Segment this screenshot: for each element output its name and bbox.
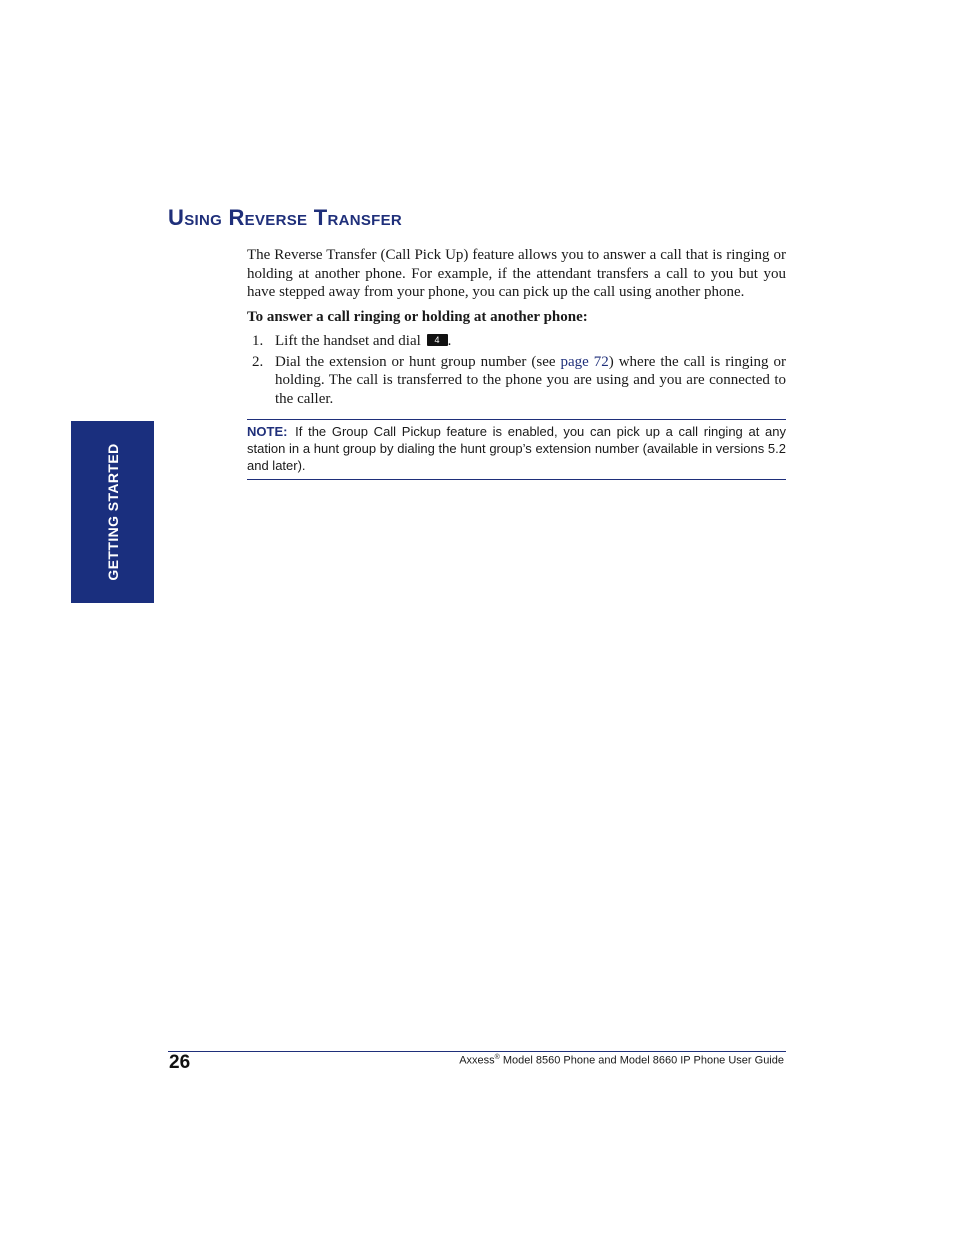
guide-title xyxy=(459,1054,784,1067)
chapter-side-tab xyxy=(71,421,154,603)
step-text-end: ) where the call is ringing or holding. The call is transferred to the phone you are using and you are connected to the caller. xyxy=(275,353,786,407)
main-content xyxy=(247,246,786,480)
step-item xyxy=(247,332,786,351)
chapter-tab-label: GETTING STARTED xyxy=(104,443,121,581)
registered-mark: ® xyxy=(494,1054,500,1061)
step-text: Lift the handset and dial xyxy=(275,332,421,349)
step-number: 2. xyxy=(252,353,264,370)
step-item xyxy=(247,353,786,409)
page-number: 26 xyxy=(169,1052,191,1073)
brand-name: Axxess xyxy=(459,1054,495,1067)
guide-title-text: Model 8560 Phone and Model 8660 IP Phone User Guide xyxy=(499,1054,784,1067)
dial-key-4: 4 xyxy=(427,334,448,346)
note-label: NOTE: xyxy=(247,423,288,439)
step-number: 1. xyxy=(252,332,264,349)
intro-paragraph: The Reverse Transfer (Call Pick Up) feature allows you to answer a call that is ringing or holding at another phone. For example, if the attendant transfers a call to you but you have stepped away from your phone, you can pick up the call using another phone. xyxy=(247,247,786,301)
footer-rule xyxy=(168,1051,786,1052)
note-box xyxy=(247,419,786,480)
procedure-heading: To answer a call ringing or holding at another phone: xyxy=(247,309,588,326)
step-text: Dial the extension or hunt group number (see xyxy=(275,353,561,370)
page-reference-link[interactable]: page 72 xyxy=(560,353,609,370)
note-text: If the Group Call Pickup feature is enabled, you can pick up a call ringing at any station in a hunt group by dialing the hunt group’s extension number (available in versions 5.2 and later). xyxy=(247,423,786,473)
step-text-end: . xyxy=(447,332,452,349)
procedure-steps xyxy=(247,332,786,409)
section-title: Using Reverse Transfer xyxy=(168,205,403,230)
